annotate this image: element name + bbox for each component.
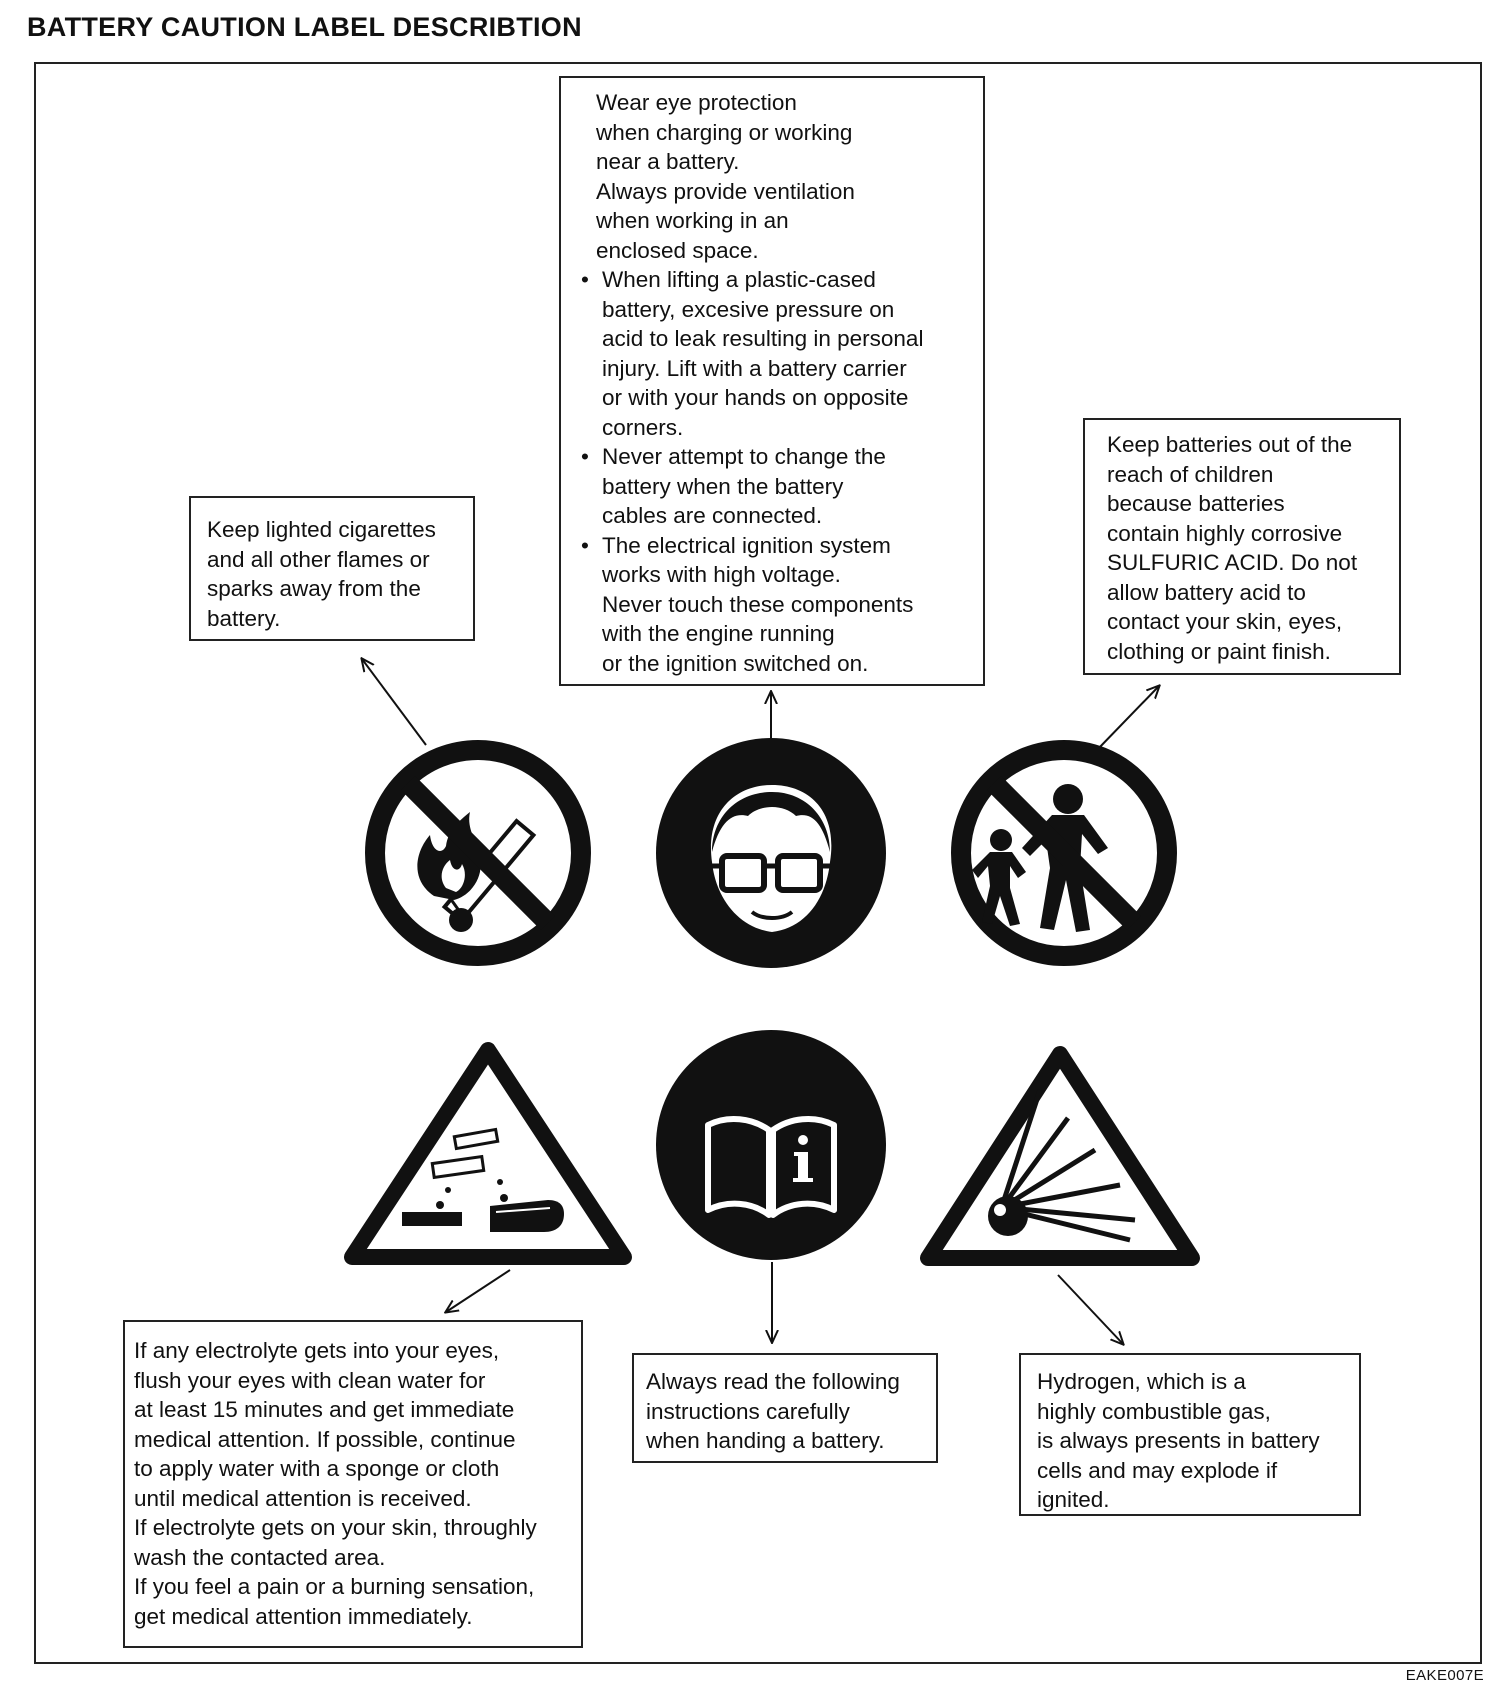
read-manual-icon (656, 1030, 886, 1260)
figure-code: EAKE007E (1405, 1667, 1484, 1684)
arrow-to-hydrogen-box (1058, 1275, 1123, 1344)
hydrogen-box: Hydrogen, which is a highly combustible gas, is always presents in battery cells and may explode if ignited. (1019, 1353, 1361, 1516)
read-instructions-box: Always read the following instructions carefully when handing a battery. (632, 1353, 938, 1463)
electrolyte-box: If any electrolyte gets into your eyes, flush your eyes with clean water for at least 15 minutes and get immediate medical attention. If possible, continue to apply water with a sponge or cloth until medical attention is received. If electrolyte gets on your skin, throughly wash the contacted area. If you feel a pain or a burning sensation, get medical attention immediately. (123, 1320, 583, 1648)
list-item: • The electrical ignition system works with high voltage. Never touch these components with the engine running or the ignition switched on. (581, 531, 983, 679)
arrow-to-electrolyte-box (446, 1270, 510, 1312)
no-flames-icon (375, 750, 581, 956)
eye-protection-icon (656, 738, 886, 968)
eye-protection-intro: Wear eye protection when charging or working near a battery. Always provide ventilation when working in an enclosed space. (596, 90, 855, 263)
arrow-to-no-flames-box (362, 659, 426, 745)
children-box: Keep batteries out of the reach of children because batteries contain highly corrosive SULFURIC ACID. Do not allow battery acid to contact your skin, eyes, clothing or paint finish. (1083, 418, 1401, 675)
keep-away-from-children-icon (961, 750, 1167, 956)
corrosive-icon (352, 1050, 624, 1257)
no-flames-box: Keep lighted cigarettes and all other flames or sparks away from the battery. (189, 496, 475, 641)
list-item: • Never attempt to change the battery when the battery cables are connected. (581, 442, 983, 531)
list-item: • When lifting a plastic-cased battery, excesive pressure on acid to leak resulting in personal injury. Lift with a battery carrier or with your hands on opposite corners. (581, 265, 983, 442)
arrow-to-children-box (1097, 686, 1159, 750)
explosive-gas-icon (928, 1054, 1192, 1258)
page-title: BATTERY CAUTION LABEL DESCRIBTION (27, 12, 582, 42)
